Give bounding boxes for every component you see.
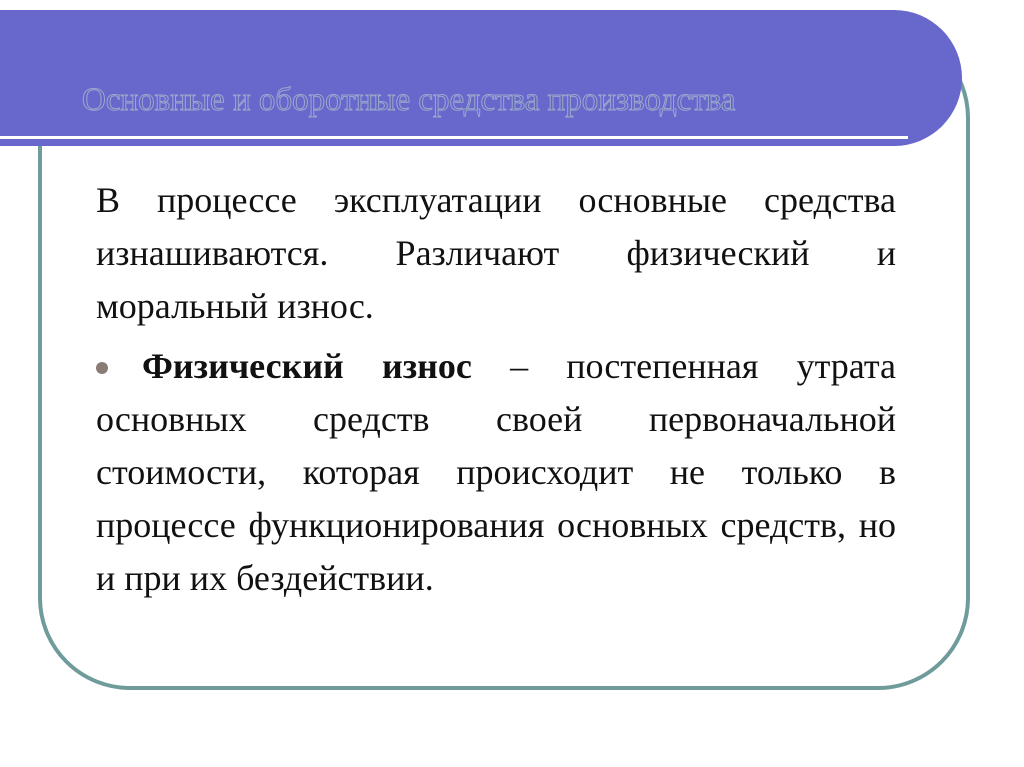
title-underline: [0, 136, 908, 139]
bullet-term: Физический износ: [142, 346, 472, 386]
slide-body: [96, 174, 896, 605]
bullet-definition: – постепенная утрата основных средств своей первоначальной стоимости, которая происходит не только в процессе функционирования основных средств, но и при их бездействии.: [96, 346, 896, 598]
bullet-item: [96, 340, 896, 605]
bullet-dot-icon: [96, 362, 108, 374]
slide-title: Основные и оборотные средства производства: [82, 82, 736, 118]
intro-paragraph: В процессе эксплуатации основные средства изнашиваются. Различают физический и моральный износ.: [96, 180, 896, 326]
title-band: [0, 10, 962, 146]
